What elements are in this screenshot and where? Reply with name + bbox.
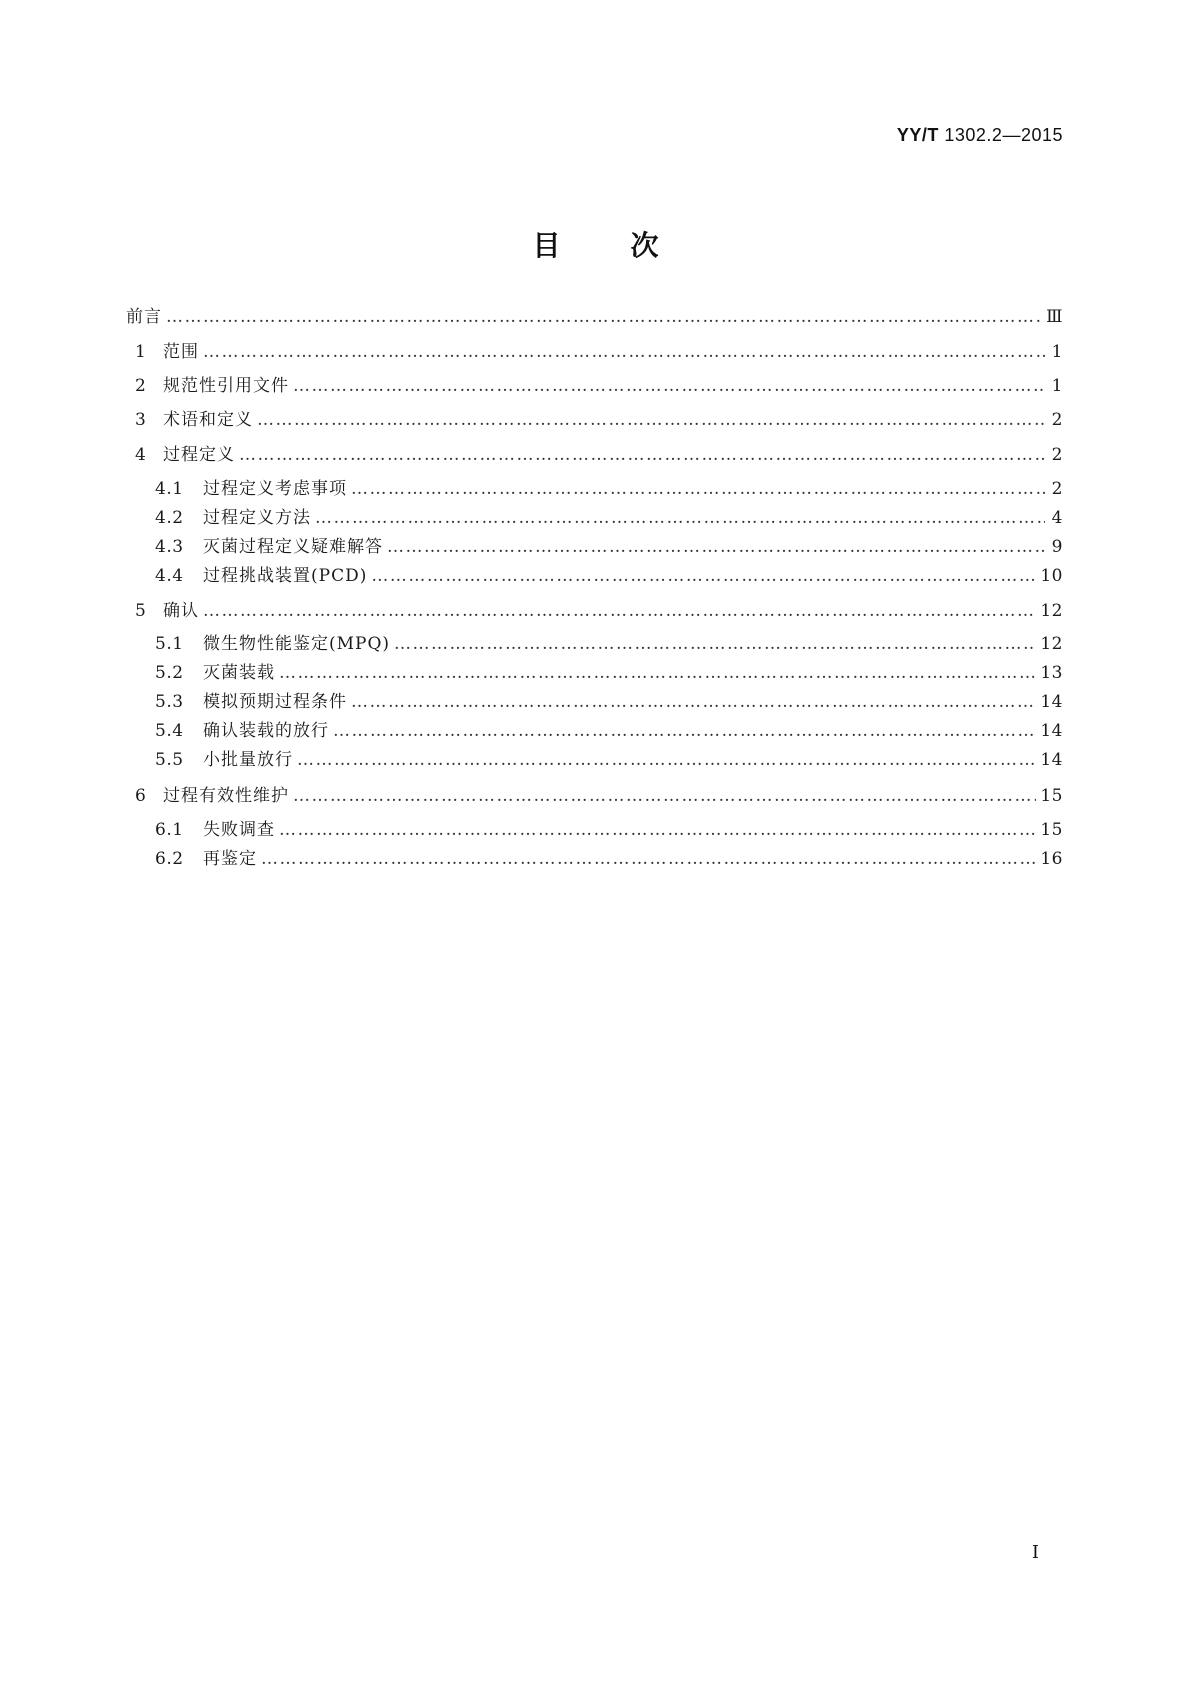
dot-leader bbox=[315, 507, 1045, 529]
toc-entry-page: 10 bbox=[1040, 566, 1063, 586]
toc-entry-page: 14 bbox=[1040, 750, 1063, 770]
toc-entry-page: Ⅲ bbox=[1046, 307, 1063, 327]
toc-entry-number: 6 bbox=[135, 786, 147, 806]
toc-entry[interactable] bbox=[155, 844, 1063, 870]
toc-entry[interactable] bbox=[155, 561, 1063, 587]
toc-entry-label: 确认装载的放行 bbox=[203, 721, 329, 741]
toc-entry-label: 过程有效性维护 bbox=[163, 786, 289, 806]
toc-entry[interactable] bbox=[155, 532, 1063, 558]
toc-entry-number: 5.1 bbox=[155, 634, 184, 654]
toc-entry-label: 过程定义 bbox=[163, 445, 235, 465]
toc-title-char-1: 目 bbox=[532, 229, 561, 262]
toc-entry-label: 模拟预期过程条件 bbox=[203, 692, 347, 712]
standard-number: 1302.2—2015 bbox=[944, 125, 1063, 145]
toc-entry-number: 4.1 bbox=[155, 479, 184, 499]
toc-entry-label: 小批量放行 bbox=[203, 750, 293, 770]
toc-entry-label: 微生物性能鉴定(MPQ) bbox=[203, 634, 391, 654]
toc-entry-number: 4.4 bbox=[155, 566, 184, 586]
dot-leader bbox=[371, 565, 1036, 587]
toc-entry-page: 13 bbox=[1040, 663, 1063, 683]
dot-leader bbox=[279, 819, 1036, 841]
page-number: I bbox=[1031, 1542, 1039, 1563]
toc-entry-page: 15 bbox=[1040, 820, 1063, 840]
dot-leader bbox=[203, 600, 1036, 622]
dot-leader bbox=[333, 720, 1036, 742]
dot-leader bbox=[261, 848, 1036, 870]
dot-leader bbox=[297, 749, 1036, 771]
toc-entry-label: 灭菌装载 bbox=[203, 663, 275, 683]
toc-entry-page: 15 bbox=[1040, 786, 1063, 806]
dot-leader bbox=[351, 478, 1045, 500]
dot-leader bbox=[293, 785, 1036, 807]
toc-entry-number: 4 bbox=[135, 445, 147, 465]
toc-entry-label: 失败调查 bbox=[203, 820, 275, 840]
toc-entry-number: 6.2 bbox=[155, 849, 184, 869]
toc-entry-page: 2 bbox=[1051, 479, 1063, 499]
toc-entry[interactable] bbox=[155, 503, 1063, 529]
dot-leader bbox=[257, 409, 1045, 431]
toc-entry-label: 规范性引用文件 bbox=[163, 376, 289, 396]
toc-entry-page: 2 bbox=[1051, 410, 1063, 430]
toc-entry[interactable] bbox=[155, 687, 1063, 713]
toc-entry-number: 1 bbox=[135, 342, 147, 362]
toc-entry-label: 前言 bbox=[126, 307, 162, 327]
toc-entry-page: 2 bbox=[1051, 445, 1063, 465]
toc-entry[interactable] bbox=[135, 781, 1063, 807]
toc-entry[interactable] bbox=[155, 716, 1063, 742]
toc-entry[interactable] bbox=[155, 658, 1063, 684]
toc-title-char-2: 次 bbox=[630, 229, 659, 262]
dot-leader bbox=[351, 691, 1036, 713]
dot-leader bbox=[203, 341, 1045, 363]
toc-entry-page: 12 bbox=[1040, 601, 1063, 621]
toc-entry-page: 16 bbox=[1040, 849, 1063, 869]
toc-entry-number: 5.4 bbox=[155, 721, 184, 741]
toc-entry[interactable] bbox=[155, 745, 1063, 771]
toc-entry-number: 5 bbox=[135, 601, 147, 621]
toc-entry-page: 9 bbox=[1051, 537, 1063, 557]
toc-entry[interactable] bbox=[135, 405, 1063, 431]
toc-entry-label: 过程定义方法 bbox=[203, 508, 311, 528]
toc-entry[interactable] bbox=[135, 371, 1063, 397]
toc-entry-label: 过程挑战装置(PCD) bbox=[203, 566, 368, 586]
toc-entry[interactable] bbox=[135, 440, 1063, 466]
toc-entry-number: 5.5 bbox=[155, 750, 184, 770]
toc-entry-number: 4.2 bbox=[155, 508, 184, 528]
toc-entry-label: 范围 bbox=[163, 342, 199, 362]
toc-entry-label: 确认 bbox=[163, 601, 199, 621]
toc-entry[interactable] bbox=[155, 815, 1063, 841]
toc-entry-label: 术语和定义 bbox=[163, 410, 253, 430]
dot-leader bbox=[279, 662, 1036, 684]
toc-entry[interactable] bbox=[155, 629, 1063, 655]
toc-entry-page: 4 bbox=[1051, 508, 1063, 528]
dot-leader bbox=[293, 375, 1045, 397]
standard-prefix: YY/T bbox=[896, 125, 939, 145]
toc-entry[interactable] bbox=[155, 474, 1063, 500]
toc-entry-number: 5.2 bbox=[155, 663, 184, 683]
toc-entry-page: 1 bbox=[1051, 342, 1063, 362]
dot-leader bbox=[239, 444, 1045, 466]
toc-entry-page: 12 bbox=[1040, 634, 1063, 654]
toc-entry-number: 3 bbox=[135, 410, 147, 430]
dot-leader bbox=[387, 536, 1045, 558]
toc-entry[interactable] bbox=[135, 596, 1063, 622]
toc-entry-label: 过程定义考虑事项 bbox=[203, 479, 347, 499]
dot-leader bbox=[394, 633, 1036, 655]
toc-entry-page: 1 bbox=[1051, 376, 1063, 396]
toc-entry-label: 灭菌过程定义疑难解答 bbox=[203, 537, 383, 557]
dot-leader bbox=[166, 306, 1042, 328]
toc-entry-number: 5.3 bbox=[155, 692, 184, 712]
toc-entry-foreword[interactable] bbox=[126, 302, 1063, 328]
toc-entry-number: 6.1 bbox=[155, 820, 184, 840]
toc-entry-number: 2 bbox=[135, 376, 147, 396]
toc-entry-label: 再鉴定 bbox=[203, 849, 257, 869]
toc-entry-page: 14 bbox=[1040, 721, 1063, 741]
toc-entry-page: 14 bbox=[1040, 692, 1063, 712]
toc-entry-number: 4.3 bbox=[155, 537, 184, 557]
toc-entry[interactable] bbox=[135, 337, 1063, 363]
